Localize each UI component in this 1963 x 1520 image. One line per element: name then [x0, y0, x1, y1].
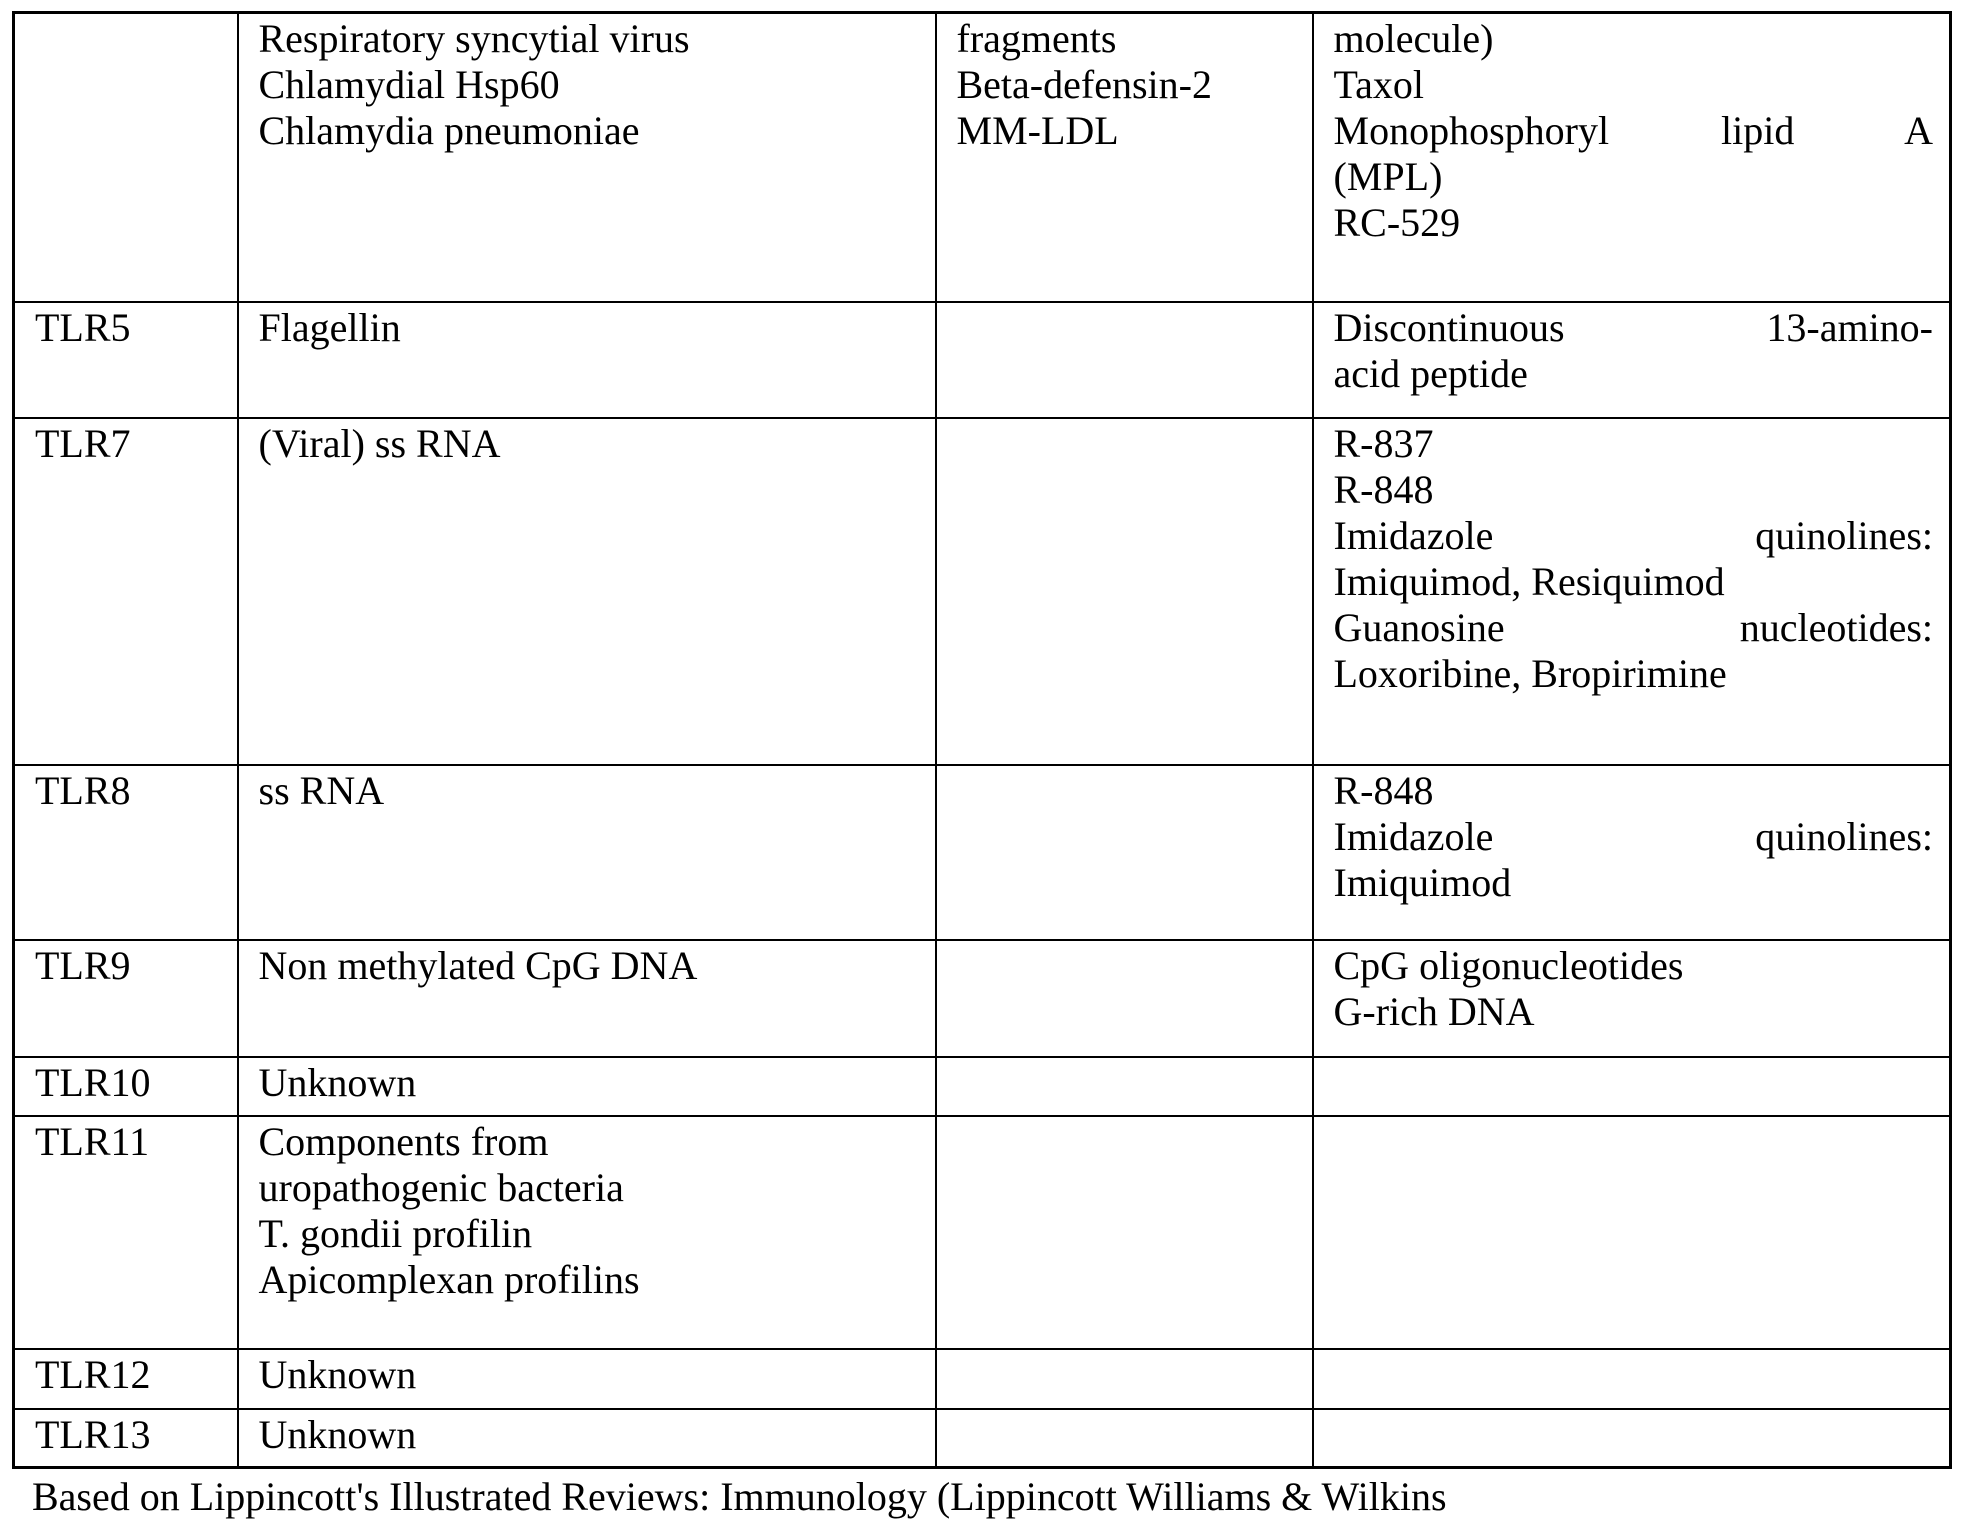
- synthetic-ligand: R-848: [1333, 466, 1434, 512]
- host-ligands-cell: [936, 940, 1313, 1057]
- receptor-name: TLR11: [35, 1118, 150, 1164]
- synthetic-ligand: Imidazole quinolines:: [1333, 813, 1933, 859]
- table-row: [14, 13, 1951, 302]
- natural-ligands-cell: [238, 1057, 936, 1116]
- table-body: [14, 13, 1951, 1468]
- table-row: [14, 1057, 1951, 1116]
- receptor-name: TLR5: [35, 304, 131, 350]
- table-row: [14, 302, 1951, 418]
- synthetic-ligand: Discontinuous 13-amino-: [1333, 304, 1933, 350]
- natural-ligand: Flagellin: [258, 304, 401, 350]
- receptor-cell: [14, 13, 238, 302]
- source-caption: Based on Lippincott's Illustrated Reviews: Immunology (Lippincott Williams & Wilkins: [32, 1474, 1447, 1519]
- table-row: [14, 765, 1951, 940]
- host-ligands-cell: [936, 765, 1313, 940]
- table-row: [14, 1409, 1951, 1468]
- receptor-name: TLR13: [35, 1411, 151, 1457]
- natural-ligand: Unknown: [258, 1059, 417, 1105]
- table-row: [14, 418, 1951, 765]
- synthetic-ligands-cell: [1313, 1116, 1951, 1349]
- synthetic-ligand: Loxoribine, Bropirimine: [1333, 650, 1727, 696]
- natural-ligand: T. gondii profilin: [258, 1210, 533, 1256]
- host-ligands-cell: [936, 1349, 1313, 1409]
- natural-ligands-cell: [238, 1116, 936, 1349]
- synthetic-ligand: Imiquimod: [1333, 859, 1512, 905]
- synthetic-ligands-cell: [1313, 765, 1951, 940]
- synthetic-ligand: RC-529: [1333, 200, 1461, 245]
- tlr-ligand-table: [12, 11, 1952, 1469]
- natural-ligands-cell: [238, 13, 936, 302]
- natural-ligand: (Viral) ss RNA: [258, 420, 501, 466]
- synthetic-ligand: G-rich DNA: [1333, 988, 1535, 1034]
- receptor-cell: [14, 1116, 238, 1349]
- host-ligands-cell: [936, 1057, 1313, 1116]
- natural-ligands-cell: [238, 765, 936, 940]
- receptor-name: TLR8: [35, 767, 131, 813]
- host-ligand: MM-LDL: [956, 108, 1119, 153]
- host-ligands-cell: [936, 302, 1313, 418]
- synthetic-ligand: Imidazole quinolines:: [1333, 512, 1933, 558]
- receptor-name: TLR12: [35, 1351, 151, 1397]
- synthetic-ligand: Guanosine nucleotides:: [1333, 604, 1933, 650]
- synthetic-ligand: Monophosphoryl lipid A: [1333, 108, 1933, 153]
- synthetic-ligand: R-837: [1333, 420, 1434, 466]
- synthetic-ligand: Taxol: [1333, 62, 1425, 107]
- receptor-cell: [14, 765, 238, 940]
- receptor-name: TLR9: [35, 942, 131, 988]
- natural-ligands-cell: [238, 940, 936, 1057]
- natural-ligand: Chlamydial Hsp60: [258, 62, 560, 107]
- natural-ligand: Unknown: [258, 1411, 417, 1457]
- host-ligands-cell: [936, 13, 1313, 302]
- host-ligands-cell: [936, 418, 1313, 765]
- synthetic-ligand: (MPL): [1333, 154, 1443, 199]
- table-row: [14, 1349, 1951, 1409]
- natural-ligands-cell: [238, 1409, 936, 1468]
- host-ligands-cell: [936, 1409, 1313, 1468]
- table-row: [14, 1116, 1951, 1349]
- synthetic-ligands-cell: [1313, 13, 1951, 302]
- synthetic-ligand: CpG oligonucleotides: [1333, 942, 1684, 988]
- natural-ligand: Respiratory syncytial virus: [258, 16, 690, 61]
- natural-ligand: uropathogenic bacteria: [258, 1164, 624, 1210]
- receptor-cell: [14, 940, 238, 1057]
- synthetic-ligand: Imiquimod, Resiquimod: [1333, 558, 1725, 604]
- synthetic-ligand: acid peptide: [1333, 350, 1528, 396]
- natural-ligand: ss RNA: [258, 767, 385, 813]
- host-ligand: Beta-defensin-2: [956, 62, 1212, 107]
- receptor-cell: [14, 1057, 238, 1116]
- natural-ligand: Components from: [258, 1118, 549, 1164]
- host-ligands-cell: [936, 1116, 1313, 1349]
- natural-ligand: Non methylated CpG DNA: [258, 942, 698, 988]
- receptor-name: TLR7: [35, 420, 131, 466]
- receptor-cell: [14, 302, 238, 418]
- receptor-cell: [14, 1349, 238, 1409]
- table-row: [14, 940, 1951, 1057]
- synthetic-ligands-cell: [1313, 1409, 1951, 1468]
- natural-ligands-cell: [238, 418, 936, 765]
- receptor-cell: [14, 1409, 238, 1468]
- receptor-name: TLR10: [35, 1059, 151, 1105]
- synthetic-ligands-cell: [1313, 1349, 1951, 1409]
- receptor-cell: [14, 418, 238, 765]
- natural-ligand: Chlamydia pneumoniae: [258, 108, 640, 153]
- natural-ligands-cell: [238, 302, 936, 418]
- synthetic-ligands-cell: [1313, 302, 1951, 418]
- natural-ligands-cell: [238, 1349, 936, 1409]
- synthetic-ligands-cell: [1313, 940, 1951, 1057]
- host-ligand: fragments: [956, 16, 1117, 61]
- natural-ligand: Apicomplexan profilins: [258, 1256, 640, 1302]
- synthetic-ligands-cell: [1313, 1057, 1951, 1116]
- synthetic-ligand: molecule): [1333, 16, 1494, 61]
- synthetic-ligand: R-848: [1333, 767, 1434, 813]
- synthetic-ligands-cell: [1313, 418, 1951, 765]
- natural-ligand: Unknown: [258, 1351, 417, 1397]
